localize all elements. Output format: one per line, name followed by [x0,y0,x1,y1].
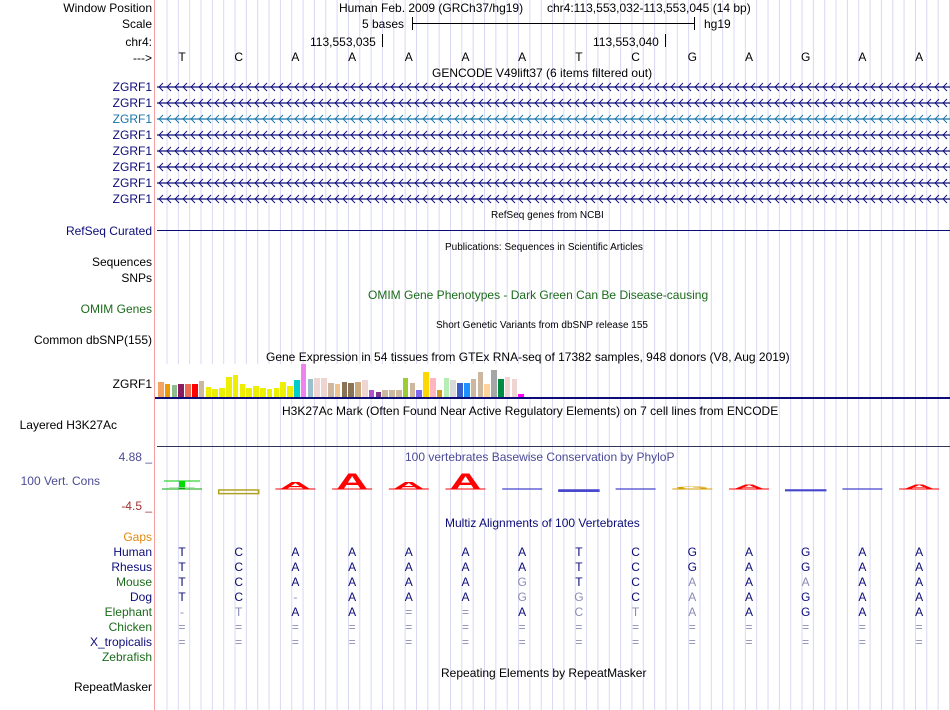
alignment-base: A [915,560,924,574]
phylop-track-title[interactable]: 100 vertebrates Basewise Conservation by PhyloP [405,450,675,464]
gtex-tissue-bar[interactable] [308,379,314,397]
alignment-base: A [744,575,753,589]
scale-bar [412,17,695,30]
gtex-tissue-bar[interactable] [246,388,252,397]
snps-label[interactable]: SNPs [121,271,152,285]
gtex-tissue-bar[interactable] [219,388,225,397]
gtex-tissue-bar[interactable] [416,390,422,397]
alignment-base: = [745,635,753,649]
gtex-tissue-bar[interactable] [328,383,334,397]
alignment-base: A [915,575,924,589]
gtex-tissue-bar[interactable] [301,364,307,397]
alignment-base: A [461,590,470,604]
species-label[interactable]: Elephant [104,605,152,619]
sequences-label[interactable]: Sequences [91,255,152,269]
gtex-tissue-bar[interactable] [369,390,375,397]
dna-base: A [858,50,867,64]
gencode-gene-label[interactable]: ZGRF1 [112,192,152,206]
phylop-score-mark [275,480,315,491]
gencode-gene-label[interactable]: ZGRF1 [112,160,152,174]
gencode-gene-label[interactable]: ZGRF1 [112,176,152,190]
coord-tick-mark-2 [665,34,666,47]
repeatmasker-track-title[interactable]: Repeating Elements by RepeatMasker [441,666,647,680]
h3k27ac-label[interactable]: Layered H3K27Ac [19,418,117,432]
alignment-base: T [575,575,583,589]
alignment-base: C [234,590,244,604]
alignment-base: G [801,605,811,619]
refseq-gene-line[interactable] [157,230,950,231]
phylop-score-mark [672,486,712,490]
svg-text:A: A [336,470,368,495]
alignment-base: A [744,545,753,559]
gtex-tissue-bar[interactable] [444,378,450,397]
gencode-transcript[interactable] [157,161,950,172]
alignment-base: = [405,605,413,619]
alignment-base: A [744,605,753,619]
alignment-base: A [915,545,924,559]
alignment-base: T [178,560,186,574]
refseq-track-title[interactable]: RefSeq genes from NCBI [491,210,604,221]
dna-base: A [348,50,357,64]
gtex-tissue-bar[interactable] [165,384,171,397]
gencode-gene-label[interactable]: ZGRF1 [112,128,152,142]
gtex-tissue-bar[interactable] [287,386,293,397]
gtex-tissue-bar[interactable] [505,377,511,397]
alignment-base: C [631,590,640,604]
multiz-track-title[interactable]: Multiz Alignments of 100 Vertebrates [445,516,640,530]
phylop-score-mark [786,490,826,491]
alignment-base: G [801,545,811,559]
svg-text:A: A [733,483,765,491]
coord-tick-2: 113,553,040 [593,35,659,49]
dna-base: A [291,50,300,64]
alignment-base: = [178,635,186,649]
gtex-tissue-bar[interactable] [348,383,354,397]
assembly-text: Human Feb. 2009 (GRCh37/hg19) [339,1,524,15]
alignment-base: T [575,545,583,559]
dna-base: A [518,50,527,64]
dbsnp-track-title[interactable]: Short Genetic Variants from dbSNP release 155 [436,320,648,331]
dna-base: T [575,50,583,64]
alignment-base: A [404,560,413,574]
dbsnp-label[interactable]: Common dbSNP(155) [33,333,152,347]
alignment-base: T [178,590,186,604]
dna-base: A [404,50,413,64]
phylop-score-mark [162,487,202,489]
alignment-base: C [234,560,244,574]
svg-text:T: T [168,487,196,490]
alignment-base: G [687,560,697,574]
alignment-base: G [801,590,811,604]
alignment-base: = [291,635,299,649]
phylop-score-mark [179,481,185,487]
alignment-base: C [631,560,640,574]
gtex-tissue-bar[interactable] [260,388,266,397]
species-label[interactable]: X_tropicalis [89,635,152,649]
alignment-base: = [405,620,413,634]
coord-tick-mark-1 [382,34,383,47]
strand-label: ---> [133,51,152,65]
alignment-base: A [518,605,527,619]
gtex-tissue-bar[interactable] [423,372,429,397]
gencode-transcript[interactable] [157,177,950,188]
alignment-base: = [575,620,583,634]
alignment-base: G [801,560,811,574]
dna-base: A [915,50,924,64]
gtex-tissue-bar[interactable] [280,382,286,397]
gtex-label[interactable]: ZGRF1 [112,377,152,391]
svg-text:A: A [449,470,482,495]
species-label[interactable]: Zebrafish [101,650,152,664]
gtex-tissue-bar[interactable] [274,388,280,397]
chrom-label: chr4: [125,35,152,49]
alignment-base: T [178,545,186,559]
alignment-base: = [858,635,866,649]
alignment-base: - [293,590,298,604]
svg-text:G: G [675,485,710,490]
gtex-tissue-bar[interactable] [437,390,443,397]
alignment-base: = [915,635,923,649]
alignment-base: - [180,605,184,619]
alignment-base: = [235,635,243,649]
gtex-track-title[interactable]: Gene Expression in 54 tissues from GTEx RNA-seq of 17382 samples, 948 donors (V8, Aug 2019) [266,350,790,364]
alignment-base: = [348,620,356,634]
phylop-score-mark [559,490,599,491]
gtex-tissue-bar[interactable] [430,378,436,397]
alignment-base: C [574,605,584,619]
gtex-tissue-bar[interactable] [335,384,341,397]
alignment-base: G [517,590,527,604]
coord-tick-1: 113,553,035 [310,35,376,49]
phylop-score-mark [446,470,486,494]
species-label[interactable]: Human [113,545,152,559]
alignment-base: T [235,605,243,619]
gtex-tissue-bar[interactable] [471,379,477,397]
publications-track-title[interactable]: Publications: Sequences in Scientific Articles [445,242,643,253]
gtex-tissue-bar[interactable] [294,380,300,397]
svg-text:A: A [279,480,312,492]
alignment-base: A [858,605,867,619]
gtex-tissue-bar[interactable] [178,384,184,397]
gtex-tissue-bar[interactable] [233,375,239,397]
gencode-gene-label[interactable]: ZGRF1 [112,144,152,158]
alignment-base: A [858,545,867,559]
gtex-tissue-bar[interactable] [382,390,388,397]
gtex-tissue-bar[interactable] [450,380,456,397]
alignment-base: A [461,575,470,589]
gtex-tissue-bar[interactable] [314,378,320,397]
gtex-tissue-bar[interactable] [253,386,259,397]
species-label[interactable]: Mouse [115,575,152,589]
phylop-logo [155,470,950,500]
alignment-base: = [461,635,469,649]
gtex-tissue-bar[interactable] [226,377,232,397]
alignment-base: = [632,635,640,649]
alignment-base: = [348,635,356,649]
alignment-base: A [461,545,470,559]
alignment-base: A [348,605,357,619]
alignment-base: C [234,575,244,589]
svg-text:A: A [392,480,425,492]
gtex-tissue-bar[interactable] [267,389,273,397]
scale-label: Scale [121,17,152,31]
dna-base: C [631,50,640,64]
alignment-base: A [518,545,527,559]
alignment-base: = [745,620,753,634]
dna-base: C [234,50,244,64]
alignment-base: = [461,620,469,634]
alignment-base: A [688,590,697,604]
gtex-tissue-bar[interactable] [478,372,484,397]
alignment-base: C [631,575,640,589]
gencode-transcript[interactable] [157,81,950,92]
gencode-transcript[interactable] [157,113,950,124]
gtex-tissue-bar[interactable] [185,384,191,397]
alignment-base: = [632,620,640,634]
dna-base: A [461,50,470,64]
species-label[interactable]: Dog [129,590,152,604]
window-position-label: Window Position [63,1,152,15]
gencode-transcript[interactable] [157,145,950,156]
alignment-base: G [517,575,527,589]
gtex-tissue-bar[interactable] [389,390,395,397]
alignment-base: = [688,620,696,634]
alignment-base: = [858,620,866,634]
alignment-base: A [518,560,527,574]
gtex-tissue-bar[interactable] [464,383,470,397]
gaps-label: Gaps [123,530,152,544]
alignment-base: A [801,575,810,589]
alignment-base: A [915,590,924,604]
phylop-score-mark [219,490,259,494]
alignment-base: A [744,560,753,574]
phylop-score-mark [389,480,429,491]
gtex-tissue-bar[interactable] [491,370,497,397]
gtex-tissue-bar[interactable] [172,385,178,397]
species-label[interactable]: Chicken [108,620,152,634]
gencode-transcript[interactable] [157,129,950,140]
alignment-base: A [404,545,413,559]
gencode-track-title[interactable]: GENCODE V49lift37 (6 items filtered out) [432,66,653,80]
alignment-base: A [688,605,697,619]
phylop-label[interactable]: 100 Vert. Cons [20,474,100,488]
gtex-bar-chart[interactable] [157,364,540,397]
alignment-base: T [575,560,583,574]
alignment-base: A [858,590,867,604]
gtex-tissue-bar[interactable] [410,383,416,397]
dna-base: G [801,50,811,64]
gtex-tissue-bar[interactable] [362,380,368,397]
alignment-base: = [405,635,413,649]
phylop-max-label: 4.88 _ [118,450,152,464]
gtex-tissue-bar[interactable] [158,382,164,397]
gtex-tissue-bar[interactable] [396,390,402,397]
alignment-base: A [404,575,413,589]
alignment-base: T [178,575,186,589]
gtex-tissue-bar[interactable] [403,378,409,397]
alignment-base: C [631,545,640,559]
scale-text: 5 bases [362,17,405,31]
refseq-label[interactable]: RefSeq Curated [65,224,152,238]
alignment-base: = [178,620,186,634]
alignment-base: A [291,575,300,589]
gencode-gene-label[interactable]: ZGRF1 [112,80,152,94]
alignment-base: = [235,620,243,634]
phylop-min-label: -4.5 _ [121,499,152,513]
omim-label[interactable]: OMIM Genes [80,302,152,316]
phylop-score-mark [332,470,372,494]
gtex-tissue-bar[interactable] [342,382,348,397]
gencode-transcript[interactable] [157,193,950,204]
gtex-tissue-bar[interactable] [212,389,218,397]
alignment-base: A [291,560,300,574]
alignment-base: A [688,575,697,589]
alignment-base: = [518,620,526,634]
omim-track-title[interactable]: OMIM Gene Phenotypes - Dark Green Can Be Disease-causing [368,288,709,302]
alignment-base: = [518,635,526,649]
alignment-base: = [291,620,299,634]
alignment-base: = [575,635,583,649]
repeatmasker-label[interactable]: RepeatMasker [73,680,152,694]
alignment-base: = [461,605,469,619]
alignment-base: A [291,605,300,619]
gtex-tissue-bar[interactable] [498,379,504,397]
alignment-base: = [688,635,696,649]
alignment-base: A [461,560,470,574]
dna-base: A [744,50,753,64]
alignment-base: A [348,545,357,559]
alignment-base: = [802,635,810,649]
phylop-score-mark [899,484,939,491]
gencode-gene-label[interactable]: ZGRF1 [112,96,152,110]
h3k27ac-track-title[interactable]: H3K27Ac Mark (Often Found Near Active Regulatory Elements) on 7 cell lines from ENCODE [282,404,779,418]
alignment-base: T [631,605,640,619]
alignment-base: C [234,545,244,559]
gtex-tissue-bar[interactable] [206,387,212,397]
dna-base: G [687,50,697,64]
gtex-gene-line [155,397,950,399]
position-text[interactable]: chr4:113,553,032-113,553,045 (14 bp) [547,1,751,15]
alignment-base: A [348,590,357,604]
gtex-tissue-bar[interactable] [240,384,246,397]
alignment-base: G [574,590,584,604]
alignment-base: A [858,575,867,589]
phylop-score-mark [729,484,769,491]
gtex-tissue-bar[interactable] [321,378,327,397]
dna-base: T [178,50,186,64]
species-label[interactable]: Rhesus [111,560,152,574]
alignment-base: A [915,605,924,619]
alignment-base: A [348,560,357,574]
alignment-base: A [348,575,357,589]
gtex-tissue-bar[interactable] [484,384,490,397]
gtex-tissue-bar[interactable] [192,384,198,397]
alignment-base: A [291,545,300,559]
alignment-base: A [744,590,753,604]
gtex-tissue-bar[interactable] [355,382,361,397]
h3k27ac-baseline [157,446,950,447]
svg-text:A: A [903,483,935,491]
gtex-tissue-bar[interactable] [199,381,205,397]
gtex-tissue-bar[interactable] [457,383,463,397]
alignment-base: A [404,590,413,604]
gtex-tissue-bar[interactable] [512,379,518,397]
alignment-base: G [687,545,697,559]
alignment-base: A [858,560,867,574]
gencode-transcript[interactable] [157,97,950,108]
alignment-base: = [915,620,923,634]
alignment-base: = [802,620,810,634]
scale-db: hg19 [704,17,731,31]
gencode-gene-label[interactable]: ZGRF1 [112,112,152,126]
